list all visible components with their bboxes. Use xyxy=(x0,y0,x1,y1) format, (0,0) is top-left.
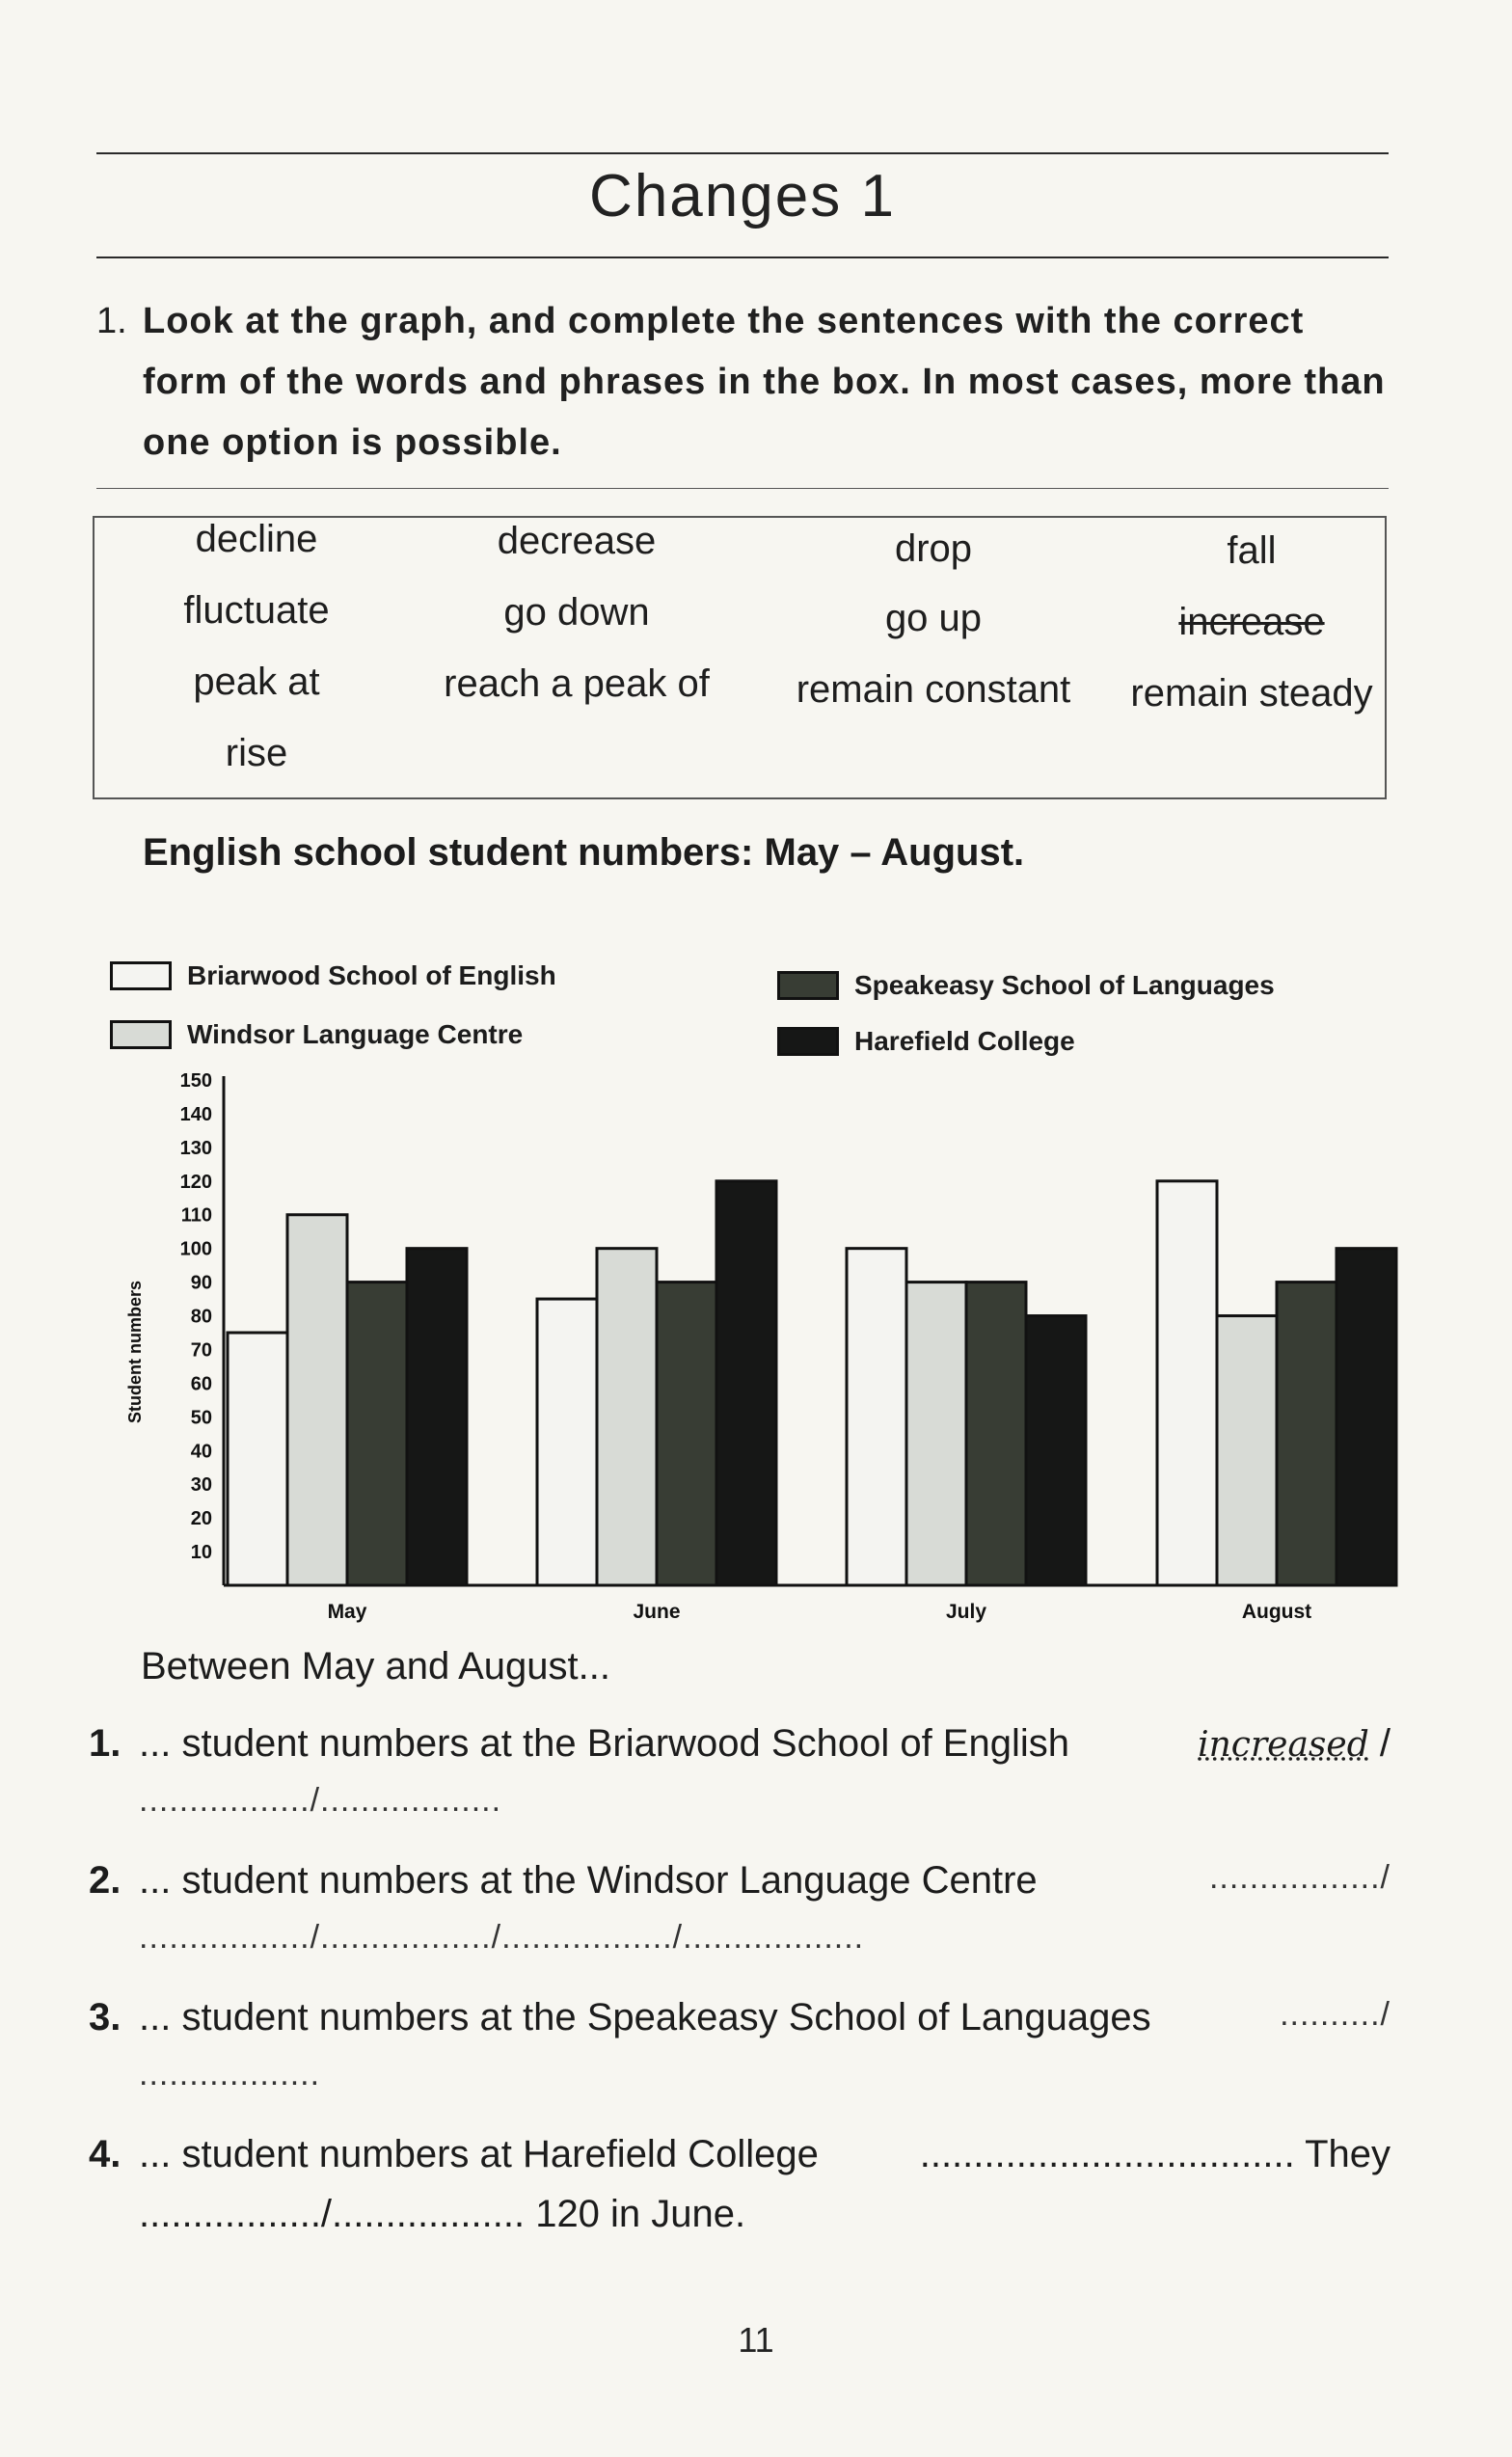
question-blanks: ................./................./................./.................. xyxy=(139,1919,865,1956)
bar-briarwood-august xyxy=(1157,1181,1217,1585)
page-title: Changes 1 xyxy=(589,163,896,230)
bar-briarwood-july xyxy=(847,1249,906,1585)
question-text: ... student numbers at the Briarwood School of English xyxy=(139,1722,1069,1765)
word-decline: decline xyxy=(195,518,318,560)
question-number: 3. xyxy=(89,1996,122,2038)
y-tick-label: 30 xyxy=(190,1474,212,1497)
page-number: 11 xyxy=(738,2320,774,2360)
bar-speakeasy-july xyxy=(966,1282,1026,1585)
y-tick-label: 60 xyxy=(190,1373,212,1395)
word-remain-steady: remain steady xyxy=(1130,672,1373,715)
y-tick-label: 140 xyxy=(179,1103,212,1125)
bar-speakeasy-june xyxy=(657,1282,716,1585)
chart-title: English school student numbers: May – August. xyxy=(143,831,1025,874)
x-tick-label: June xyxy=(633,1601,681,1623)
word-drop: drop xyxy=(894,527,973,570)
bar-harefield-may xyxy=(407,1249,467,1585)
x-tick-label: July xyxy=(945,1601,987,1623)
y-tick-label: 110 xyxy=(180,1204,212,1227)
question-text: ... student numbers at the Windsor Language Centre xyxy=(139,1859,1038,1902)
legend-label-harefield: Harefield College xyxy=(854,1026,1075,1056)
question-blanks: ................./.................. xyxy=(139,1782,502,1819)
y-tick-label: 150 xyxy=(179,1070,212,1092)
legend-label-windsor: Windsor Language Centre xyxy=(187,1019,524,1049)
bar-harefield-july xyxy=(1026,1316,1086,1585)
question-blank: ........../ xyxy=(1280,1996,1390,2033)
instruction-number: 1. xyxy=(96,301,127,341)
bar-speakeasy-august xyxy=(1277,1282,1336,1585)
bar-harefield-august xyxy=(1336,1249,1396,1585)
question-number: 2. xyxy=(89,1859,122,1902)
y-tick-label: 10 xyxy=(190,1542,212,1564)
question-number: 4. xyxy=(89,2133,122,2175)
question-blank: ................./ xyxy=(1208,1859,1390,1896)
bar-windsor-june xyxy=(597,1249,657,1585)
bar-harefield-june xyxy=(716,1181,776,1585)
question-text: ... student numbers at the Speakeasy School of Languages xyxy=(139,1996,1151,2038)
bar-windsor-august xyxy=(1217,1316,1277,1585)
y-tick-label: 120 xyxy=(179,1171,212,1193)
question-number: 1. xyxy=(89,1722,122,1765)
question-blank: ................................... They xyxy=(919,2133,1390,2175)
between-heading: Between May and August... xyxy=(141,1645,610,1688)
legend-label-briarwood: Briarwood School of English xyxy=(187,960,556,990)
x-tick-label: August xyxy=(1241,1601,1312,1623)
y-axis-title: Student numbers xyxy=(125,1280,145,1424)
bar-briarwood-june xyxy=(537,1299,597,1585)
bar-speakeasy-may xyxy=(347,1282,407,1585)
x-tick-label: May xyxy=(327,1601,367,1623)
word-decrease: decrease xyxy=(497,520,657,562)
word-remain-constant: remain constant xyxy=(796,668,1071,711)
y-tick-label: 130 xyxy=(179,1137,212,1159)
word-fluctuate: fluctuate xyxy=(183,589,330,632)
bar-windsor-may xyxy=(287,1215,347,1585)
y-tick-label: 70 xyxy=(190,1339,212,1362)
y-tick-label: 40 xyxy=(190,1441,212,1463)
word-go-down: go down xyxy=(503,591,650,634)
word-fall: fall xyxy=(1227,529,1277,572)
bar-briarwood-may xyxy=(228,1333,287,1585)
word-go-up: go up xyxy=(884,597,983,639)
word-increase-crossed: increase xyxy=(1178,601,1325,643)
y-tick-label: 50 xyxy=(190,1407,212,1429)
question-text: ... student numbers at Harefield College xyxy=(139,2133,819,2175)
question-slash: / xyxy=(1379,1722,1390,1765)
legend-label-speakeasy: Speakeasy School of Languages xyxy=(854,970,1275,1000)
bar-windsor-july xyxy=(906,1282,966,1585)
answer-text: increased xyxy=(1198,1725,1369,1765)
question-blanks: ................./.................. 120 in June. xyxy=(139,2193,746,2235)
question-blanks: .................. xyxy=(139,2056,321,2092)
instruction-text: Look at the graph, and complete the sentences with the correct form of the words and phrases in the box. In most cases, more than one option is possible. xyxy=(143,301,1386,463)
word-rise: rise xyxy=(225,732,288,774)
y-tick-label: 90 xyxy=(190,1272,212,1294)
y-tick-label: 80 xyxy=(190,1306,212,1328)
y-tick-label: 100 xyxy=(179,1238,212,1260)
word-peak-at: peak at xyxy=(193,661,320,703)
word-reach-a-peak-of: reach a peak of xyxy=(444,662,710,705)
y-tick-label: 20 xyxy=(190,1508,212,1530)
